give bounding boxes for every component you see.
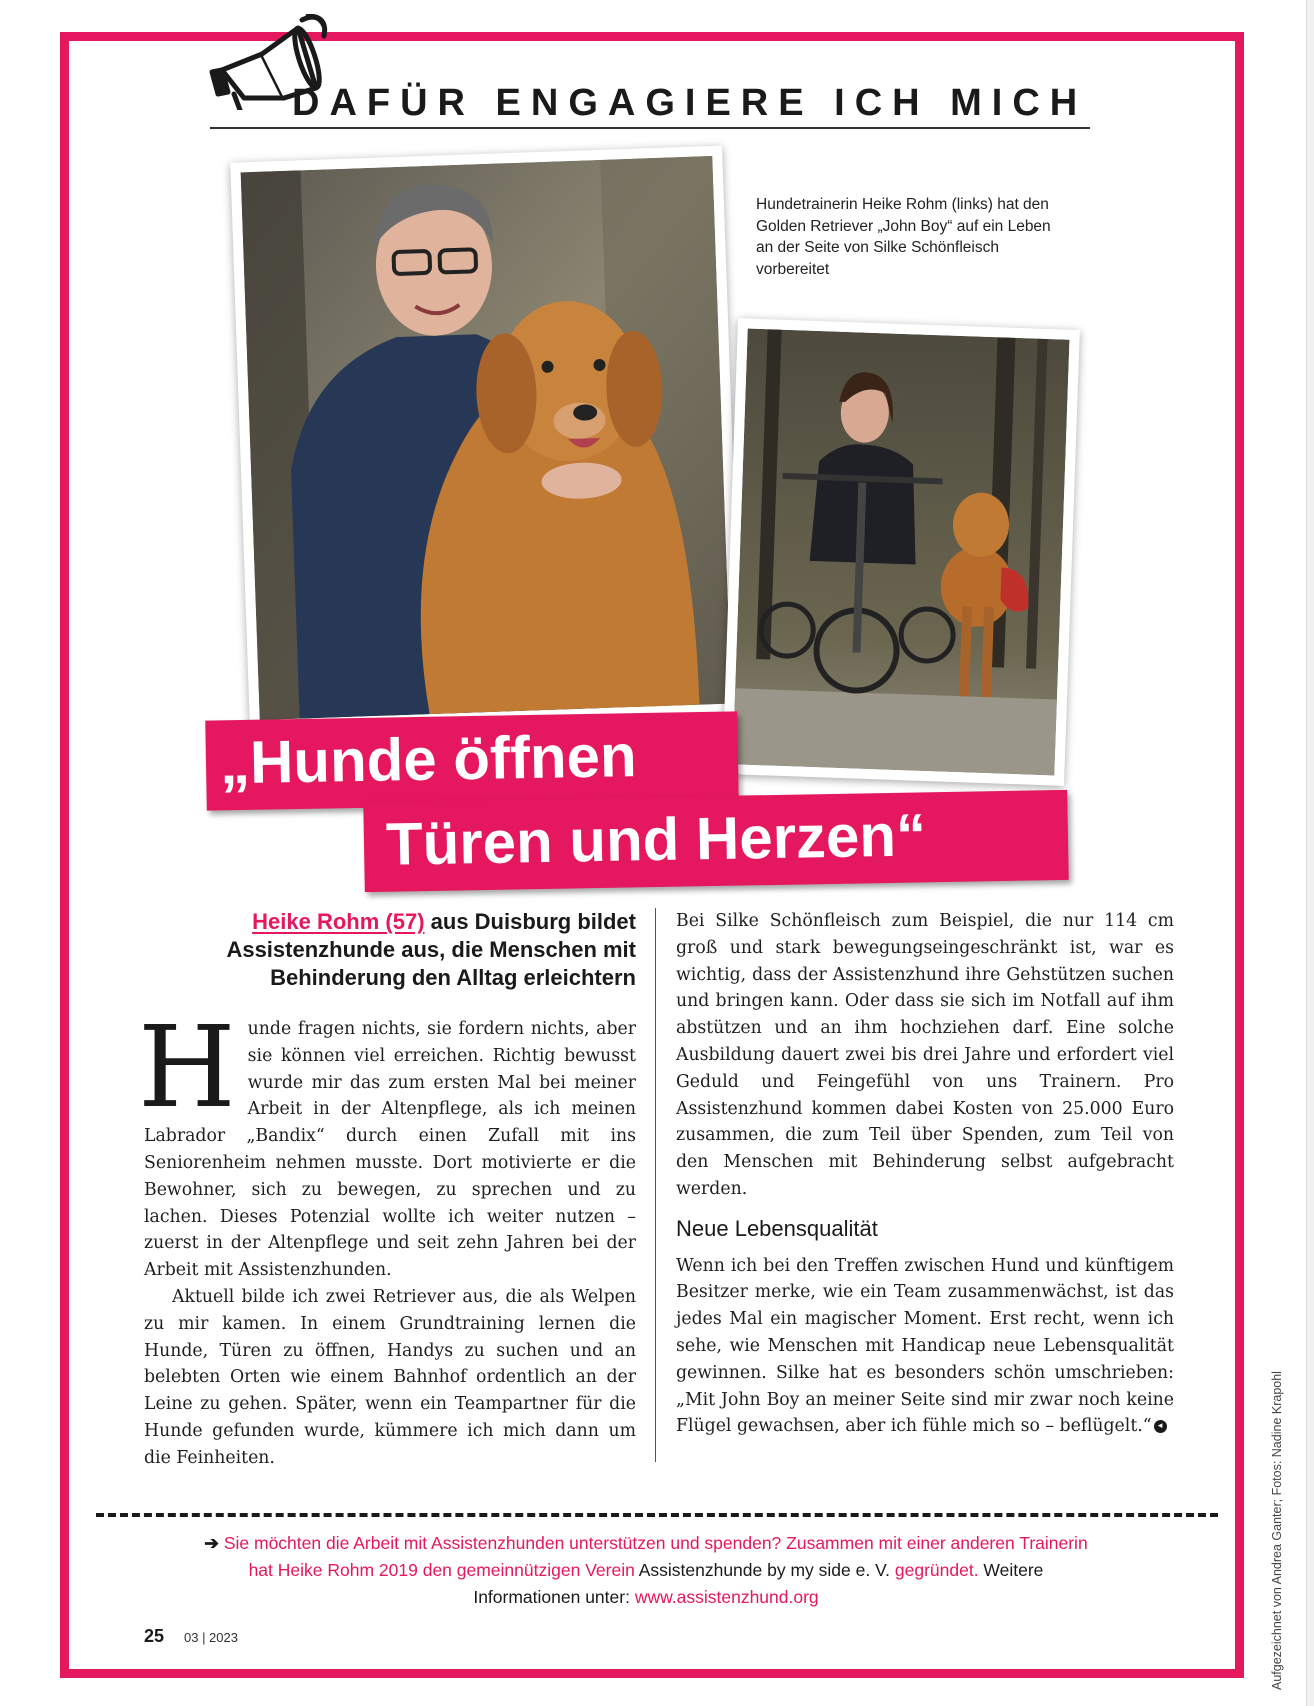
dashed-separator (96, 1513, 1218, 1517)
intro-body: aus Duisburg bildet Assistenzhunde aus, die Menschen mit Behinderung den Alltag erleichtern (226, 909, 636, 990)
photo-trainer-with-dog (230, 146, 742, 731)
info-text-3: Weitere Informationen unter: (473, 1560, 1044, 1607)
headline-line-1: „Hunde öffnen (205, 711, 738, 810)
photo-credit: Aufgezeichnet von Andrea Ganter; Fotos: Nadine Krapohl (1270, 1371, 1284, 1690)
intro-text (140, 908, 636, 992)
arrow-right-icon: ➔ (204, 1533, 219, 1553)
paragraph-3: Bei Silke Schönfleisch zum Beispiel, die nur 114 cm groß und stark bewegungseingeschränkt ist, war es wichtig, dass der Assistenzhund ihre Gehstützen suchen und bringen kann. Oder dass sie sich im Notfall auf ihm abstützen und an ihm hochziehen darf. Eine solche Ausbildung dauert zwei bis drei Jahre und erfordert viel Geduld und Feingefühl von uns Trainern. Pro Assistenzhund kommen dabei Kosten von 25.000 Euro zusammen, die zum Teil über Spenden, zum Teil von den Menschen mit Behinderung selbst aufgebracht werden. (676, 911, 1174, 1199)
paragraph-2: Aktuell bilde ich zwei Retriever aus, die als Welpen zu mir kamen. In einem Grundtraining lernen die Hunde, Türen zu öffnen, Handys zu suchen und an belebten Orten wie einem Bahnhof ordentlich an der Leine zu gehen. Später, wenn ein Teampartner für die Hunde gefunden wurde, kümmere ich mich dann um die Feinheiten. (144, 1286, 636, 1468)
info-text-2: gegründet. (894, 1560, 979, 1580)
column-divider (655, 908, 656, 1462)
rubric-underline (210, 127, 1090, 129)
drop-cap: H (138, 1003, 236, 1133)
rubric-title: DAFÜR ENGAGIERE ICH MICH (292, 82, 1088, 124)
page-number: 25 (144, 1626, 165, 1646)
issue-date: 03 | 2023 (184, 1630, 238, 1645)
column-left (138, 1003, 636, 1472)
end-mark-icon: ◂ (1154, 1420, 1167, 1433)
author-name: Heike Rohm (57) (252, 909, 425, 934)
info-text-1: Sie möchten die Arbeit mit Assistenzhunden unterstützen und spenden? Zusammen mit einer anderen Trainerin hat Heike Rohm 2019 den gemeinnützigen Verein (223, 1533, 1088, 1580)
column-right (676, 908, 1174, 1440)
paragraph-4-text: Wenn ich bei den Treffen zwischen Hund und künftigem Besitzer merke, wie ein Team zusammenwächst, ist das jedes Mal ein magischer Moment. Erst recht, wenn ich sehe, wie Menschen mit Handicap neue Lebensqualität gewinnen. Silke hat es besonders schön umschrieben: „Mit John Boy an meiner Seite sind mir zwar noch keine Flügel gewachsen, aber ich fühle mich so – beflügelt.“ (676, 1255, 1174, 1437)
donation-info (196, 1530, 1096, 1611)
paragraph-1: unde fragen nichts, sie fordern nichts, aber sie können viel erreichen. Richtig bewusst wurde mir das zum ersten Mal bei meiner Arbeit in der Altenpflege, als ich meinen Labrador „Bandix“ durch einen Zufall mit ins Seniorenheim nehmen musste. Dort motivierte er die Bewohner, sich zu bewegen, zu sprechen und zu lachen. Dieses Potenzial wollte ich weiter nutzen – zuerst in der Altenpflege und seit zehn Jahren bei der Arbeit mit Assistenzhunden. (144, 1019, 636, 1281)
paragraph-4 (676, 1253, 1174, 1441)
photo-tricycle-with-dog (722, 318, 1080, 786)
info-organisation: Assistenzhunde by my side e. V. (634, 1560, 895, 1580)
page-edge (1306, 0, 1314, 1706)
headline-line-2: Türen und Herzen“ (363, 790, 1068, 892)
website-link[interactable]: www.assistenzhund.org (634, 1587, 819, 1607)
photo-caption: Hundetrainerin Heike Rohm (links) hat den Golden Retriever „John Boy“ auf ein Leben an der Seite von Silke Schönfleisch vorbereitet (756, 196, 1051, 278)
section-subheading: Neue Lebensqualität (676, 1215, 878, 1241)
